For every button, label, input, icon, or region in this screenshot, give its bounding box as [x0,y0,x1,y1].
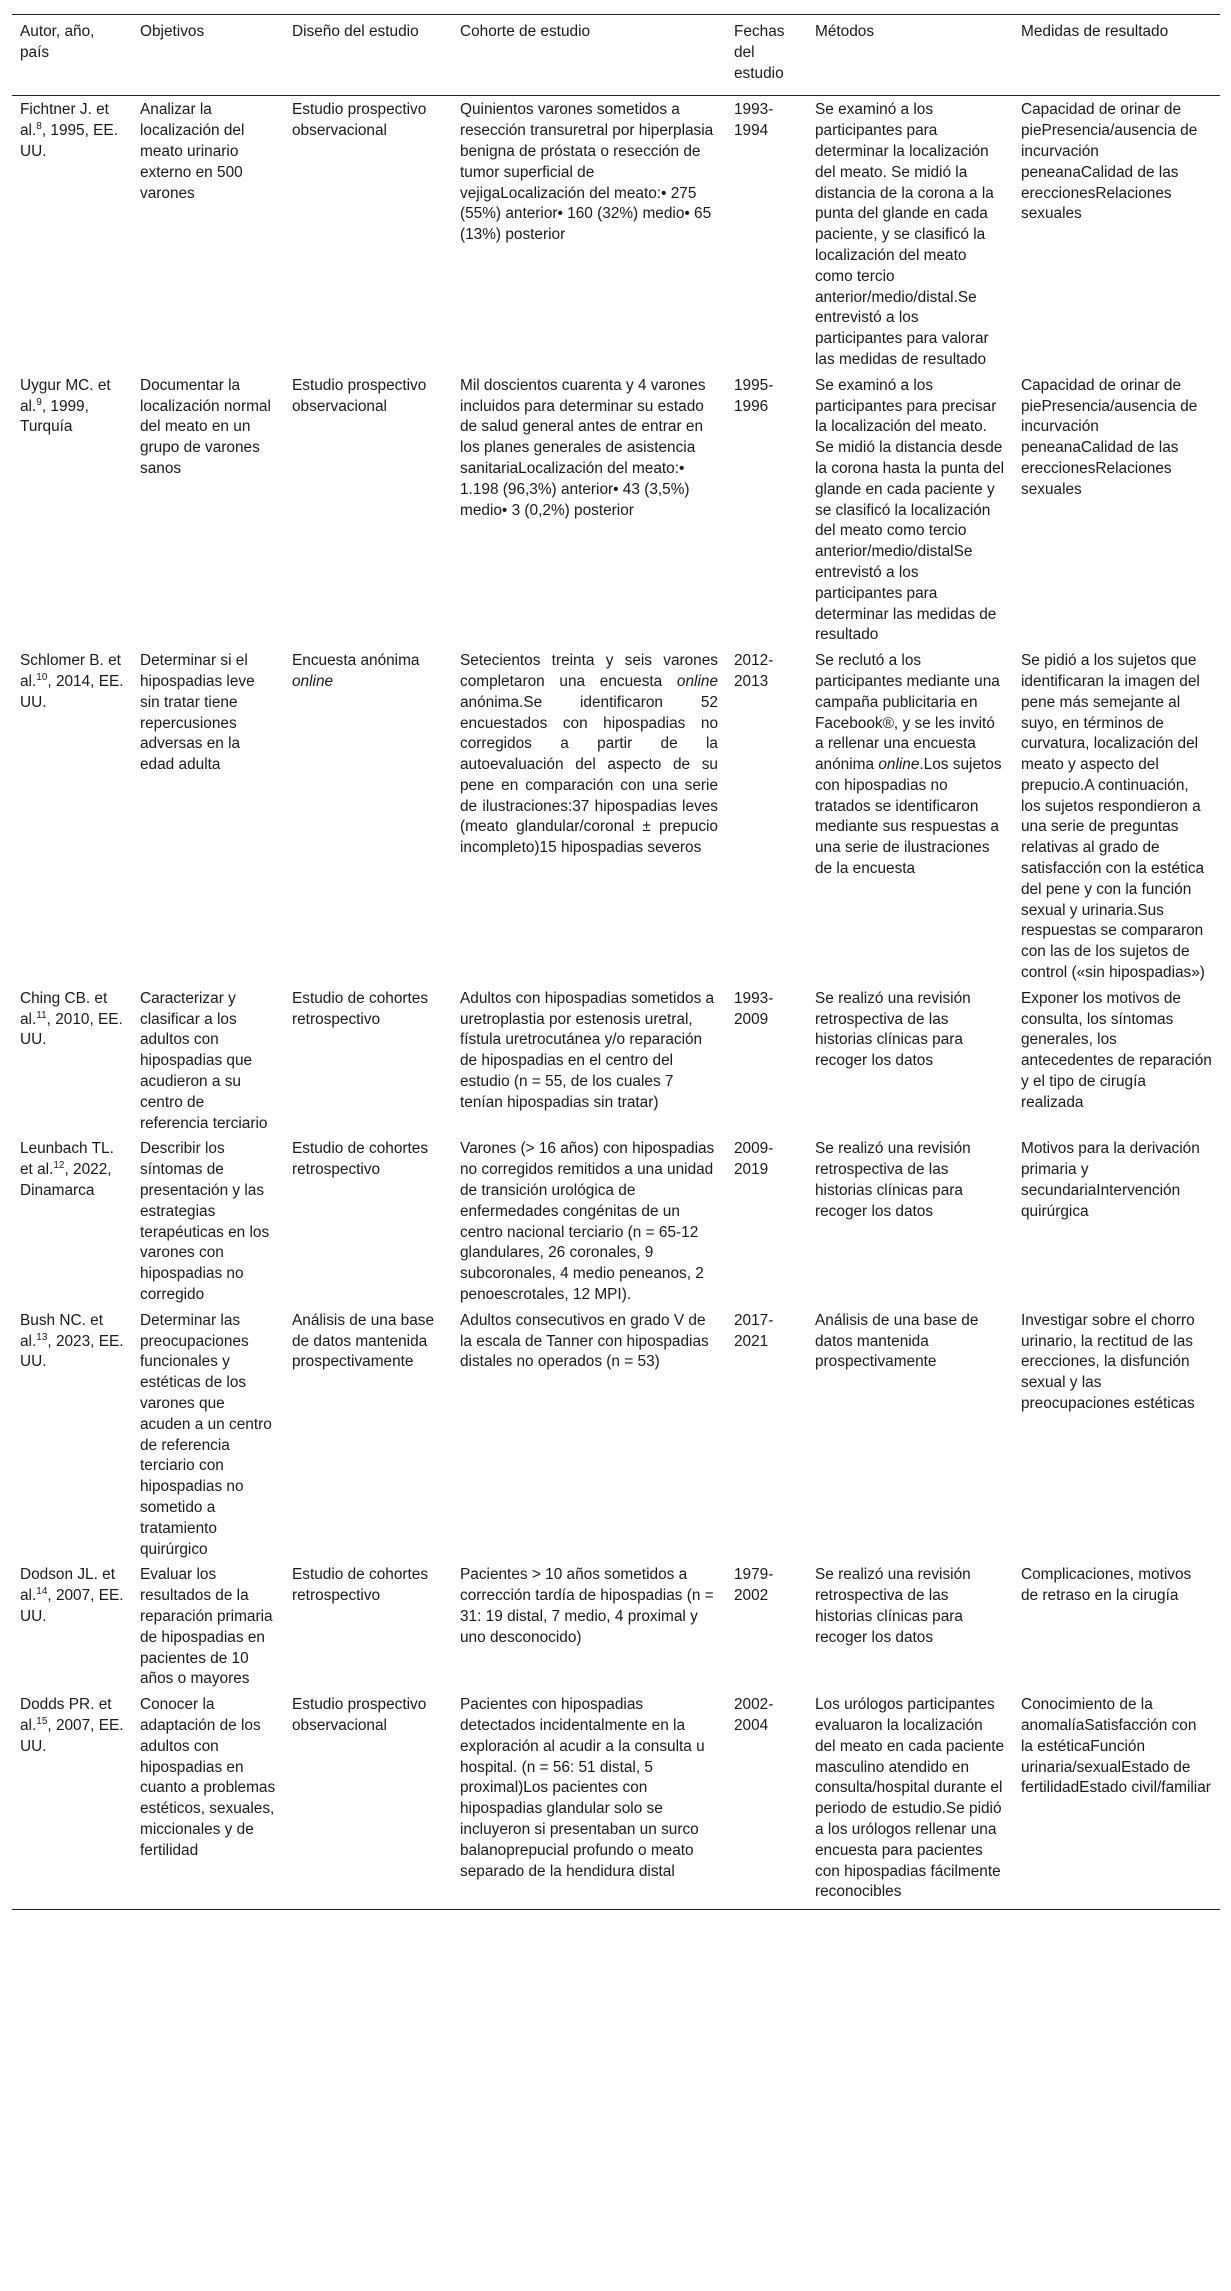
table-header-row [12,15,1220,96]
cell-methods: Se examinó a los participantes para determinar la localización del meato. Se midió la distancia de la corona a la punta del glande en cada paciente, y se clasificó la localización del meato como tercio anterior/medio/distal.Se entrevistó a los participantes para valorar las medidas de resultado [815,101,994,368]
cell-author: Dodson JL. et al.$^{14}$, 2007, EE. UU. [20,1566,124,1625]
cell-objective: Conocer la adaptación de los adultos con hipospadias en cuanto a problemas estéticos, sexuales, miccionales y de fertilidad [132,1691,284,1909]
cell-cohort: Adultos con hipospadias sometidos a uretroplastia por estenosis uretral, fístula uretrocutánea y/o reparación de hipospadias en el centro del estudio (n = 55, de los cuales 7 tenían hipospadias sin tratar) [460,989,715,1111]
cell-outcomes: Complicaciones, motivos de retraso en la cirugía [1021,1566,1192,1605]
citation-ref[interactable]: 11 [36,1009,47,1021]
header-dates: Fechas del estudio [726,15,807,96]
cell-dates: 2009-2019 [734,1140,774,1179]
cell-design: Estudio prospectivo observacional [284,1691,452,1909]
header-outcomes: Medidas de resultado [1013,15,1220,96]
table-row [12,1307,1220,1562]
cell-author: Fichtner J. et al.$^8$, 1995, EE. UU. [20,101,118,160]
cell-cohort: Varones (> 16 años) con hipospadias no corregidos remitidos a una unidad de transición urológica de enfermedades congénitas de un centro nacional terciario (n = 65-12 glandulares, 26 coronales, 9 subcoronales, 4 medio peneanos, 2 penoescrotales, 12 MPI). [460,1140,715,1304]
cell-methods: Se examinó a los participantes para precisar la localización del meato. Se midió la distancia desde la corona hasta la punta del glande en cada paciente y se clasificó la localización del meato como tercio anterior/medio/distalSe entrevistó a los participantes para determinar las medidas de resultado [815,376,1005,644]
cell-dates: 1993-2009 [734,989,774,1028]
cell-objective: Evaluar los resultados de la reparación primaria de hipospadias en pacientes de 10 años o mayores [140,1566,273,1688]
cell-dates: 1993-1994 [734,101,774,140]
header-objectives: Objetivos [132,15,284,96]
cell-design: Estudio prospectivo observacional [292,376,427,415]
cell-author: Dodds PR. et al.$^{15}$, 2007, EE. UU. [12,1691,132,1909]
table-row [12,1135,1220,1306]
table-row [12,1561,1220,1691]
cell-objective: Caracterizar y clasificar a los adultos con hipospadias que acudieron a su centro de referencia terciario [140,989,268,1132]
cell-design: Estudio de cohortes retrospectivo [292,1140,429,1179]
cell-design: Encuesta anónima online [292,652,420,690]
cell-cohort: Quinientos varones sometidos a resección transuretral por hiperplasia benigna de próstata o resección de tumor superficial de vejigaLocalización del meato:• 275 (55%) anterior• 160 (32%) medio• 65 (13%) posterior [460,101,714,244]
citation-ref[interactable]: 15 [36,1715,48,1727]
cell-cohort: Mil doscientos cuarenta y 4 varones incluidos para determinar su estado de salud general antes de entrar en los planes generales de asistencia sanitariaLocalización del meato:• 1.198 (96,3%) anterior• 43 (3,5%) medio• 3 (0,2%) posterior [460,376,706,519]
cell-outcomes: Capacidad de orinar de piePresencia/ausencia de incurvación peneanaCalidad de las ereccionesRelaciones sexuales [1021,101,1198,223]
cell-design: Estudio prospectivo observacional [292,101,427,140]
cell-dates: 2017-2021 [734,1311,774,1350]
header-design: Diseño del estudio [284,15,452,96]
cell-objective: Determinar las preocupaciones funcionales y estéticas de los varones que acuden a un centro de referencia terciario con hipospadias no sometido a tratamiento quirúrgico [140,1311,272,1558]
cell-outcomes: Se pidió a los sujetos que identificaran la imagen del pene más semejante al suyo, en términos de curvatura, localización del meato y aspecto del prepucio.A continuación, los sujetos respondieron a una serie de preguntas relativas al grado de satisfacción con la estética del pene y con la función sexual y urinaria.Sus respuestas se compararon con las de los sujetos de control («sin hipospadias») [1021,652,1205,982]
cell-methods: Análisis de una base de datos mantenida prospectivamente [815,1311,979,1371]
cell-objective: Describir los síntomas de presentación y las estrategias terapéuticas en los varones con hipospadias no corregido [140,1140,270,1304]
table-row [12,96,1220,372]
cell-outcomes: Conocimiento de la anomalíaSatisfacción con la estéticaFunción urinaria/sexualEstado de fertilidadEstado civil/familiar [1013,1691,1220,1909]
cell-objective: Determinar si el hipospadias leve sin tratar tiene repercusiones adversas en la edad adulta [140,652,255,774]
cell-cohort: Pacientes con hipospadias detectados incidentalmente en la exploración al acudir a la consulta u hospital. (n = 56: 51 distal, 5 proximal)Los pacientes con hipospadias glandular solo se incluyeron si presentaban un surco balanoprepucial profundo o meato separado de la hendidura distal [452,1691,726,1909]
cell-cohort: Adultos consecutivos en grado V de la escala de Tanner con hipospadias distales no operados (n = 53) [460,1311,709,1371]
cell-outcomes: Exponer los motivos de consulta, los síntomas generales, los antecedentes de reparación y el tipo de cirugía realizada [1021,989,1212,1111]
cell-author: Ching CB. et al.$^{11}$, 2010, EE. UU. [20,989,123,1049]
cell-outcomes: Capacidad de orinar de piePresencia/ausencia de incurvación peneanaCalidad de las ereccionesRelaciones sexuales [1021,376,1198,498]
table-container [0,14,1231,1910]
cell-design: Estudio de cohortes retrospectivo [292,1566,429,1605]
table-row [12,985,1220,1136]
cell-author: Uygur MC. et al.$^9$, 1999, Turquía [20,376,111,436]
cell-author: Bush NC. et al.$^{13}$, 2023, EE. UU. [20,1311,124,1371]
cell-design: Estudio de cohortes retrospectivo [292,989,429,1028]
header-cohort: Cohorte de estudio [452,15,726,96]
citation-ref[interactable]: 14 [36,1586,48,1598]
citation-ref[interactable]: 10 [36,671,48,683]
studies-table [12,14,1220,1910]
cell-dates: 1979-2002 [734,1566,774,1605]
cell-cohort: Setecientos treinta y seis varones completaron una encuesta online anónima.Se identificaron 52 encuestados con hipospadias no corregidos a partir de la autoevaluación del aspecto de su pene en comparación con una serie de ilustraciones:37 hipospadias leves (meato glandular/coronal ± prepucio incompleto)15 hipospadias severos [460,652,718,857]
cell-author: Schlomer B. et al.$^{10}$, 2014, EE. UU. [20,652,124,711]
cell-methods: Los urólogos participantes evaluaron la localización del meato en cada paciente masculino atendido en consulta/hospital durante el periodo de estudio.Se pidió a los urólogos rellenar una encuesta para pacientes con hipospadias fácilmente reconocibles [807,1691,1013,1909]
cell-author: Leunbach TL. et al.$^{12}$, 2022, Dinamarca [20,1140,114,1200]
cell-dates: 2012-2013 [734,652,774,690]
cell-dates: 2002-2004 [726,1691,807,1909]
table-row [12,372,1220,647]
citation-ref[interactable]: 9 [36,396,42,408]
table-row [12,1691,1220,1909]
cell-design: Análisis de una base de datos mantenida prospectivamente [292,1311,435,1371]
cell-dates: 1995-1996 [734,376,774,415]
header-author: Autor, año, país [12,15,132,96]
cell-objective: Analizar la localización del meato urinario externo en 500 varones [140,101,245,202]
citation-ref[interactable]: 8 [36,121,42,133]
cell-methods: Se realizó una revisión retrospectiva de las historias clínicas para recoger los datos [815,1140,971,1220]
header-methods: Métodos [807,15,1013,96]
cell-methods: Se reclutó a los participantes mediante una campaña publicitaria en Facebook®, y se les invitó a rellenar una encuesta anónima online.Los sujetos con hipospadias no tratados se identificaron mediante sus respuestas a una serie de ilustraciones de la encuesta [815,652,1002,878]
cell-methods: Se realizó una revisión retrospectiva de las historias clínicas para recoger los datos [815,989,971,1070]
cell-outcomes: Motivos para la derivación primaria y secundariaIntervención quirúrgica [1021,1140,1200,1220]
table-row [12,647,1220,985]
cell-methods: Se realizó una revisión retrospectiva de las historias clínicas para recoger los datos [815,1566,971,1646]
cell-outcomes: Investigar sobre el chorro urinario, la rectitud de las erecciones, la disfunción sexual y las preocupaciones estéticas [1021,1311,1195,1412]
citation-ref[interactable]: 13 [36,1331,48,1343]
cell-objective: Documentar la localización normal del meato en un grupo de varones sanos [140,376,271,477]
cell-cohort: Pacientes > 10 años sometidos a corrección tardía de hipospadias (n = 31: 19 distal, 7 medio, 4 proximal y uno desconocido) [460,1566,714,1646]
citation-ref[interactable]: 12 [53,1160,65,1172]
